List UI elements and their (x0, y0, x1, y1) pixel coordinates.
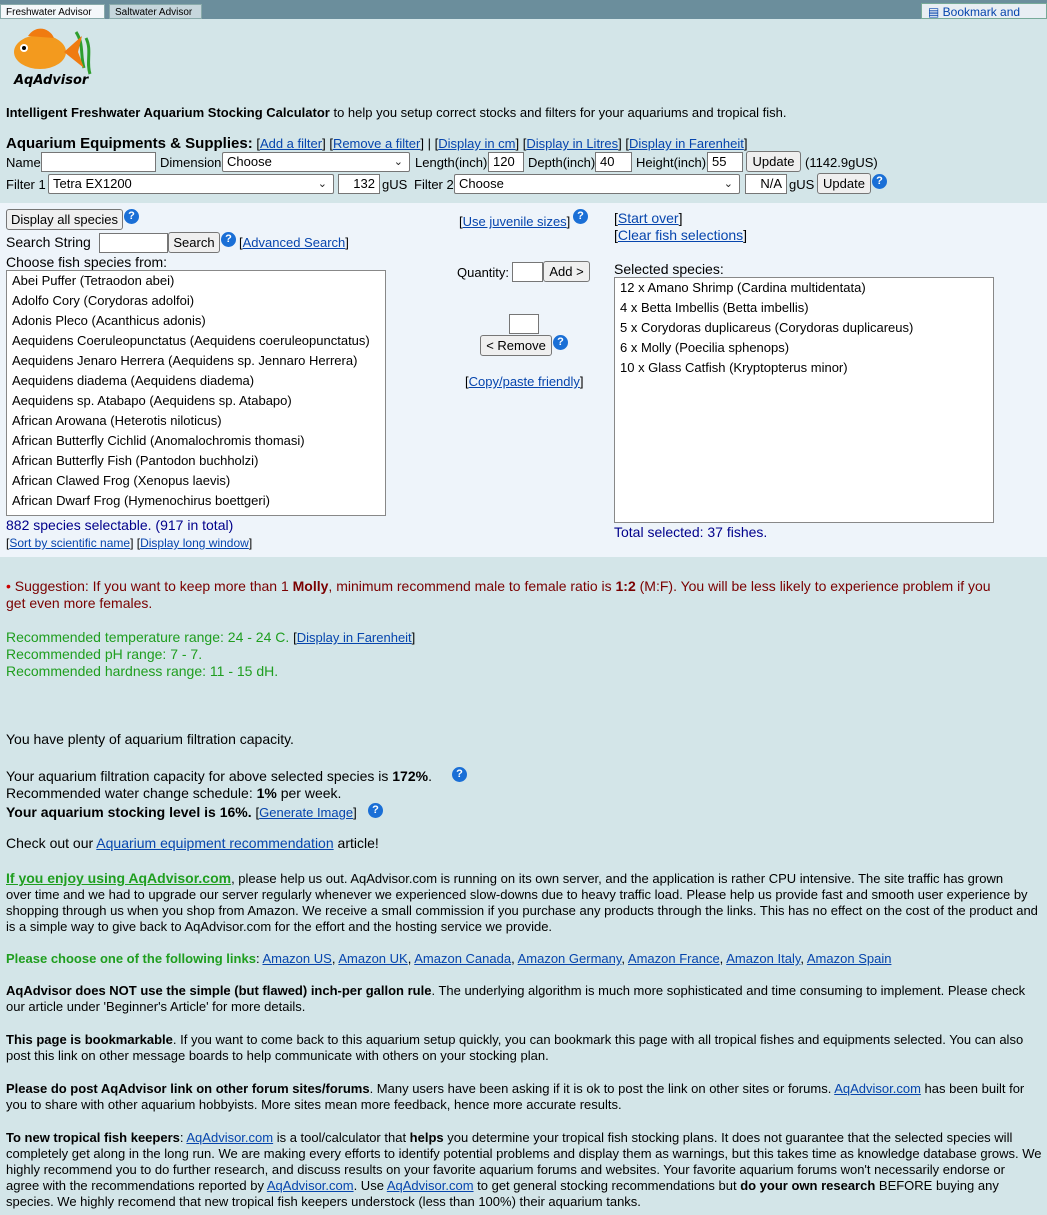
help-icon[interactable]: ? (573, 209, 588, 224)
amazon-us-link[interactable]: Amazon US (262, 951, 332, 966)
water-suffix: per week. (276, 785, 342, 801)
add-filter-link[interactable]: Add a filter (259, 136, 323, 151)
help-icon[interactable]: ? (221, 232, 236, 247)
keepers-line2: completely get along in the long run. We are making every efforts to identify potential problems and display them as warnings, but this takes time as knowledge database grows. We (6, 1146, 1042, 1161)
quantity-label: Quantity: (457, 265, 510, 280)
tab-freshwater-advisor[interactable]: Freshwater Advisor (0, 4, 105, 19)
list-item[interactable]: Aequidens diadema (Aequidens diadema) (12, 373, 255, 388)
bookmark-label: Bookmark and (942, 5, 1021, 19)
amazon-links: Please choose one of the following links: Amazon US, Amazon UK, Amazon Canada, Amazon Germany, Amazon France, Amazon Italy, Amazon Spain (6, 951, 892, 966)
enjoy-line (6, 870, 1042, 887)
quantity-input[interactable] (512, 262, 543, 282)
filter1-select[interactable] (48, 174, 334, 194)
forum-paragraph (6, 1081, 1042, 1113)
help-icon[interactable]: ? (553, 335, 568, 350)
height-label: Height(inch) (636, 155, 707, 170)
amazon-germany-link[interactable]: Amazon Germany (517, 951, 622, 966)
keepers-line1 (6, 1130, 1042, 1146)
equipment-recommendation-link[interactable]: Aquarium equipment recommendation (96, 835, 334, 851)
species-list-options: [Sort by scientific name] [Display long window] (6, 536, 253, 550)
list-item[interactable]: Aequidens Coeruleopunctatus (Aequidens coeruleopunctatus) (12, 333, 370, 348)
filter1-value: Tetra EX1200 (53, 176, 132, 191)
separator: | (427, 136, 431, 151)
enjoy-line4: is a simple way to give back to AqAdvisor.com for the effort and the hosting service we provide. (6, 919, 553, 934)
intro-rest: to help you setup correct stocks and filters for your aquariums and tropical fish. (329, 105, 787, 120)
update-dimensions-button[interactable]: Update (746, 151, 801, 172)
checkout-suffix: article! (333, 835, 379, 851)
filter1-unit: gUS (382, 177, 408, 192)
chevron-down-icon: ⌄ (723, 178, 733, 190)
capacity-value: 172% (392, 768, 429, 784)
temperature-range (6, 629, 415, 645)
length-input[interactable]: 120 (488, 152, 524, 172)
dimension-value: Choose (227, 154, 272, 169)
filter2-unit: gUS (789, 177, 815, 192)
enjoy-line3: shopping through us when you shop from Amazon. We receive a small commission if you purchase any products through the links. This has no effect on the cost of the product and (6, 903, 1038, 918)
list-item[interactable]: Abei Puffer (Tetraodon abei) (12, 273, 175, 288)
chevron-down-icon: ⌄ (317, 178, 327, 190)
fish-body-shape (14, 35, 66, 69)
height-input[interactable]: 55 (707, 152, 743, 172)
species-count: 882 species selectable. (917 in total) (6, 517, 234, 533)
equipment-title: Aquarium Equipments & Supplies: (6, 135, 253, 152)
keepers-aqadvisor-link[interactable]: AqAdvisor.com (186, 1130, 274, 1145)
suggestion-fish: Molly (292, 578, 329, 594)
filter1-flow-input[interactable]: 132 (338, 174, 380, 194)
forum-bold: Please do post AqAdvisor link on other forum sites/forums (6, 1081, 370, 1096)
bookmark-button[interactable] (921, 3, 1047, 19)
sort-scientific-link[interactable]: Sort by scientific name (9, 536, 131, 550)
keepers-colon: : (179, 1130, 187, 1145)
equipment-header (6, 135, 747, 152)
keepers-line5: species. We highly recomend that new tropical fish keepers understock (less than 100%) their aquarium tanks. (6, 1194, 641, 1209)
suggestion-line2: get even more females. (6, 595, 153, 611)
keepers-helps: helps (409, 1130, 444, 1145)
farenheit-toggle: [Display in Farenheit] (293, 630, 416, 645)
update-filters-button[interactable]: Update (817, 173, 871, 194)
stocking-text: Your aquarium stocking level is 16%. (6, 804, 252, 820)
help-icon[interactable]: ? (872, 174, 887, 189)
list-item[interactable]: 10 x Glass Catfish (Kryptopterus minor) (620, 360, 848, 375)
temperature-text: Recommended temperature range: 24 - 24 C. (6, 629, 290, 645)
dimension-label: Dimension (160, 155, 222, 170)
name-label: Name (6, 155, 41, 170)
depth-label: Depth(inch) (528, 155, 596, 170)
depth-input[interactable]: 40 (595, 152, 632, 172)
rule-paragraph (6, 983, 1042, 1015)
keepers-rest: you determine your tropical fish stocking plans. It does not guarantee that the selected species will (443, 1130, 1013, 1145)
forum-rest: . Many users have been asking if it is ok to post the link on other sites or forums. (369, 1081, 835, 1096)
suggestion-line1 (6, 578, 991, 594)
list-item[interactable]: Adolfo Cory (Corydoras adolfoi) (12, 293, 195, 308)
search-input[interactable] (99, 233, 168, 253)
intro-text (6, 105, 787, 120)
keepers-line4c: to get general stocking recommendations but (473, 1178, 741, 1193)
display-all-species-button[interactable]: Display all species (6, 209, 123, 230)
total-selected: Total selected: 37 fishes. (614, 524, 768, 540)
keepers-line4-bold: do your own research (740, 1178, 876, 1193)
display-farenheit-link[interactable]: Display in Farenheit (628, 136, 744, 151)
forum-rest2: has been built for (920, 1081, 1025, 1096)
water-value: 1% (256, 785, 277, 801)
bookmark-icon: ▤ (928, 5, 943, 19)
advanced-search-link[interactable]: Advanced Search (242, 235, 346, 250)
display-cm-link[interactable]: Display in cm (438, 136, 516, 151)
enjoy-line1: , please help us out. AqAdvisor.com is running on its own server, and the application is rather CPU intensive. The site traffic has grown (231, 871, 1004, 886)
search-string-label: Search String (6, 234, 91, 250)
choose-species-label: Choose fish species from: (6, 254, 168, 270)
display-litres-link[interactable]: Display in Litres (526, 136, 619, 151)
keepers-line3: highly recommend you to do further research, and discuss results on your favorite aquarium forums and websites. Your favorite aquarium forums won't necessarily endorse or (6, 1162, 1005, 1177)
bullet-icon: • (6, 578, 11, 594)
remove-filter-link[interactable]: Remove a filter (332, 136, 421, 151)
checkout-line (6, 835, 379, 851)
species-list[interactable] (6, 270, 386, 516)
list-item[interactable]: African Arowana (Heterotis niloticus) (12, 413, 222, 428)
tank-capacity: (1142.9gUS) (805, 155, 878, 170)
list-item[interactable]: African Butterfly Cichlid (Anomalochromis thomasi) (12, 433, 305, 448)
seaweed-shape (86, 38, 90, 74)
water-prefix: Recommended water change schedule: (6, 785, 257, 801)
list-item[interactable]: African Dwarf Frog (Hymenochirus boettgeri) (12, 493, 270, 508)
filter2-label: Filter 2 (414, 177, 454, 192)
enjoy-heading-link[interactable]: If you enjoy using AqAdvisor.com (6, 870, 232, 886)
filtration-capacity (6, 768, 432, 784)
bookmark-line2: post this link on other message boards to help communicate with others on your stocking plan. (6, 1048, 549, 1063)
list-item[interactable]: African Clawed Frog (Xenopus laevis) (12, 473, 231, 488)
keepers-line4 (6, 1178, 1042, 1194)
fish-pupil-shape (22, 46, 26, 50)
keepers-paragraph (6, 1130, 1042, 1210)
temperature-farenheit-link[interactable]: Display in Farenheit (296, 630, 412, 645)
selected-species-label: Selected species: (614, 261, 724, 277)
equipment-links: [Add a filter] [Remove a filter] | [Display in cm] [Display in Litres] [Display in Farenheit] (256, 136, 748, 151)
keepers-line4a: agree with the recommendations reported by (6, 1178, 267, 1193)
bookmark-paragraph (6, 1032, 1042, 1064)
clear-selections: [Clear fish selections] (614, 227, 748, 243)
species-panel (0, 203, 1047, 557)
filter2-value: Choose (459, 176, 504, 191)
list-item[interactable]: African Butterfly Fish (Pantodon buchholzi) (12, 453, 259, 468)
copy-paste-friendly: [Copy/paste friendly] (465, 374, 584, 389)
list-item[interactable]: 6 x Molly (Poecilia sphenops) (620, 340, 790, 355)
bookmark-bold: This page is bookmarkable (6, 1032, 173, 1047)
bookmark-rest: . If you want to come back to this aquarium setup quickly, you can bookmark this page with all tropical fishes and equipments selected. You can also (172, 1032, 1024, 1047)
stocking-level (6, 804, 357, 820)
remove-quantity-input[interactable] (509, 314, 539, 334)
amazon-uk-link[interactable]: Amazon UK (338, 951, 408, 966)
generate-image-link[interactable]: Generate Image (259, 805, 354, 820)
amazon-label: Please choose one of the following links (6, 951, 256, 966)
list-item[interactable]: Adonis Pleco (Acanthicus adonis) (12, 313, 206, 328)
generate-image: [Generate Image] (255, 805, 357, 820)
bookmark-line1 (6, 1032, 1042, 1048)
remove-button[interactable]: < Remove (480, 335, 552, 356)
amazon-italy-link[interactable]: Amazon Italy (726, 951, 801, 966)
checkout-prefix: Check out our (6, 835, 97, 851)
amazon-canada-link[interactable]: Amazon Canada (414, 951, 512, 966)
amazon-france-link[interactable]: Amazon France (627, 951, 720, 966)
dimension-select[interactable] (222, 152, 410, 172)
hardness-range: Recommended hardness range: 11 - 15 dH. (6, 663, 279, 679)
keepers-link-1[interactable]: AqAdvisor.com (266, 1178, 354, 1193)
advanced-search: [Advanced Search] (239, 235, 349, 250)
tank-name-input[interactable] (41, 152, 156, 172)
list-item[interactable]: Aequidens sp. Atabapo (Aequidens sp. Atabapo) (12, 393, 292, 408)
help-icon[interactable]: ? (452, 767, 467, 782)
tab-saltwater-advisor[interactable]: Saltwater Advisor (109, 4, 202, 19)
top-tab-bar (0, 0, 1047, 19)
rule-line1 (6, 983, 1042, 999)
copy-paste-link[interactable]: Copy/paste friendly (468, 374, 580, 389)
logo-text: AqAdvisor (14, 73, 89, 88)
rule-rest: . The underlying algorithm is much more sophisticated and time consuming to implement. Please check (431, 983, 1026, 998)
selected-species-list[interactable] (614, 277, 994, 523)
clear-selections-link[interactable]: Clear fish selections (617, 227, 744, 243)
filter2-select[interactable] (454, 174, 740, 194)
ph-range: Recommended pH range: 7 - 7. (6, 646, 203, 662)
filter1-label: Filter 1 (6, 177, 46, 192)
enjoy-paragraph (6, 870, 1042, 935)
list-item[interactable]: 12 x Amano Shrimp (Cardina multidentata) (620, 280, 866, 295)
amazon-spain-link[interactable]: Amazon Spain (806, 951, 892, 966)
filter2-flow-input[interactable]: N/A (745, 174, 787, 194)
water-change (6, 785, 341, 801)
keepers-line4d: BEFORE buying any (875, 1178, 999, 1193)
chevron-down-icon: ⌄ (393, 156, 403, 168)
capacity-prefix: Your aquarium filtration capacity for above selected species is (6, 768, 393, 784)
list-item[interactable]: Aequidens Jenaro Herrera (Aequidens sp. Jennaro Herrera) (12, 353, 358, 368)
list-item[interactable]: 4 x Betta Imbellis (Betta imbellis) (620, 300, 809, 315)
help-icon[interactable]: ? (124, 209, 139, 224)
enjoy-line2: over time and we had to upgrade our server regularly whenever we experienced slow-downs due to heavy traffic load. Please help us provide fast and smooth user experience by (6, 887, 1028, 902)
search-button[interactable]: Search (168, 232, 220, 253)
intro-bold: Intelligent Freshwater Aquarium Stocking Calculator (6, 105, 330, 120)
keepers-bold: To new tropical fish keepers (6, 1130, 180, 1145)
juvenile-sizes: [Use juvenile sizes] (459, 214, 571, 229)
list-item[interactable]: 5 x Corydoras duplicareus (Corydoras duplicareus) (620, 320, 914, 335)
start-over-link[interactable]: Start over (617, 210, 679, 226)
juvenile-sizes-link[interactable]: Use juvenile sizes (462, 214, 567, 229)
add-button[interactable]: Add > (543, 261, 590, 282)
suggestion-prefix: Suggestion: If you want to keep more than 1 (14, 578, 293, 594)
suggestion-suffix: (M:F). You will be less likely to experience problem if you (635, 578, 991, 594)
display-long-window-link[interactable]: Display long window (140, 536, 249, 550)
keepers-line4b: . Use (353, 1178, 387, 1193)
forum-aqadvisor-link[interactable]: AqAdvisor.com (834, 1081, 921, 1096)
length-label: Length(inch) (415, 155, 488, 170)
suggestion-mid: , minimum recommend male to female ratio is (328, 578, 616, 594)
amazon-colon: : (255, 951, 263, 966)
suggestion-ratio: 1:2 (615, 578, 636, 594)
rule-bold: AqAdvisor does NOT use the simple (but flawed) inch-per gallon rule (6, 983, 432, 998)
rule-line2: our article under 'Beginner's Article' for more details. (6, 999, 306, 1014)
keepers-mid: is a tool/calculator that (273, 1130, 410, 1145)
forum-line1 (6, 1081, 1042, 1097)
capacity-suffix: . (428, 768, 432, 784)
help-icon[interactable]: ? (368, 803, 383, 818)
forum-line2: you to share with other aquarium hobbyists. More sites mean more feedback, hence more accurate results. (6, 1097, 622, 1112)
filtration-plenty: You have plenty of aquarium filtration capacity. (6, 731, 294, 747)
keepers-link-2[interactable]: AqAdvisor.com (386, 1178, 474, 1193)
start-over: [Start over] (614, 210, 683, 226)
